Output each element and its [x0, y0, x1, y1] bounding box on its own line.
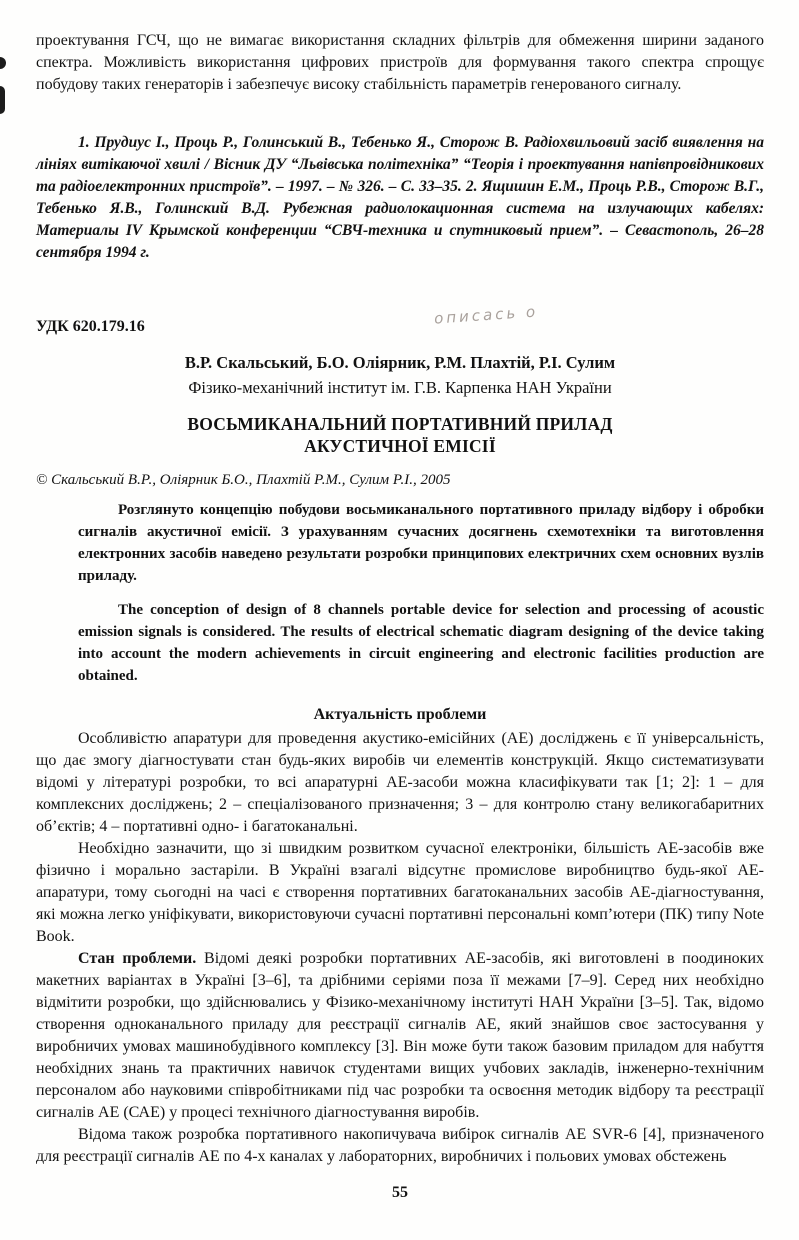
article-title [36, 413, 764, 457]
abstract-ukrainian: Розглянуто концепцію побудови восьмиканального портативного приладу відбору і обробки сигналів акустичної емісії. З урахуванням сучасних досягнень схемотехніки та виготовлення електронних засобів наведено результати розробки принципових електричних схем основних вузлів приладу. [78, 502, 764, 584]
scan-artifact [0, 57, 6, 69]
page-number: 55 [392, 1184, 408, 1201]
paragraph-3 [36, 948, 764, 1124]
paragraph-2: Необхідно зазначити, що зі швидким розвитком сучасної електроніки, більшість АЕ-засобів вже фізично і морально застаріли. В Україні взагалі відсутнє промислове виробництво будь-якої АЕ-апаратури, тому сьогодні на часі є створення портативних багатоканальних засобів АЕ-діагностування, які можна легко уніфікувати, використовуючи сучасні портативні персональні комп’ютери (ПК) типу Note Book. [36, 840, 764, 945]
authors-line: В.Р. Скальський, Б.О. Оліярник, Р.М. Плахтій, Р.І. Сулим [184, 353, 616, 372]
article-title-line1: ВОСЬМИКАНАЛЬНИЙ ПОРТАТИВНИЙ ПРИЛАД [187, 414, 613, 434]
abstract-english: The conception of design of 8 channels portable device for selection and processing of acoustic emission signals is considered. The results of electrical schematic diagram designing of the device taking into account the modern achievements in circuit engineering and electronic facilities production are obtained. [78, 602, 764, 684]
handwritten-annotation: опиcась о [433, 302, 539, 328]
section-heading: Актуальність проблеми [313, 706, 487, 723]
carryover-paragraph: проектування ГСЧ, що не вимагає використання складних фільтрів для обмеження ширини заданого спектра. Можливість використання цифрових пристроїв для формування такого спектра спрощує побудову таких генераторів і забезпечує високу стабільність параметрів генерованого сигналу. [36, 32, 764, 93]
paragraph-1: Особливістю апаратури для проведення акустико-емісійних (АЕ) досліджень є її універсальність, що дає змогу діагностувати стан будь-яких виробів чи елементів конструкцій. Якщо систематизувати відомі у літературі розробки, то всі апаратурні АЕ-засоби можна класифікувати так [1; 2]: 1 – для комплексних досліджень; 2 – спеціалізованого призначення; 3 – для контролю стану великогабаритних об’єктів; 4 – портативні одно- і багатоканальні. [36, 730, 764, 835]
copyright-line: © Скальський В.Р., Оліярник Б.О., Плахтій Р.М., Сулим Р.І., 2005 [36, 472, 451, 488]
scan-artifact [0, 86, 5, 114]
article-title-line2: АКУСТИЧНОЇ ЕМІСІЇ [304, 436, 496, 456]
affiliation-line: Фізико-механічний інститут ім. Г.В. Карпенка НАН України [188, 378, 612, 397]
paragraph-3-text: Відомі деякі розробки портативних АЕ-засобів, які виготовлені в поодиноких макетних варіантах в Україні [3–6], та дрібними серіями поза її межами [7–9]. Серед них необхідно відмітити розробки, що здійснювались у Фізико-механічному інституті НАН України [3–5]. Так, відомо створення одноканального приладу для реєстрації сигналів АЕ, який знайшов своє застосування у виробничих умовах машинобудівного комплексу [3]. Він може бути також базовим приладом для набуття необхідних знань та практичних навичок студентами вищих учбових закладів, інженерно-технічним персоналом або науковими співробітниками під час розробки та освоєння методик відбору та реєстрації сигналів АЕ (САЕ) у процесі технічного діагностування виробів. [36, 950, 765, 1121]
udc-row [36, 302, 764, 340]
udc-code: УДК 620.179.16 [36, 318, 145, 335]
paragraph-4: Відома також розробка портативного накопичувача вибірок сигналів АЕ SVR-6 [4], призначеного для реєстрації сигналів АЕ по 4-х каналах у лабораторних, виробничих і польових умовах обстежень [36, 1126, 764, 1165]
references-block: 1. Прудиус І., Проць Р., Голинський В., Тебенько Я., Сторож В. Радіохвильовий засіб виявлення на лініях витікаючої хвилі / Вісник ДУ “Львівська політехніка” “Теорія і проектування напівпровідникових та радіоелектронних пристроїв”. – 1997. – № 326. – С. 33–35. 2. Ящишин Е.М., Проць Р.В., Сторож В.Г., Тебенько Я.В., Голинский В.Д. Рубежная радиолокационная система на излучающих кабелях: Материалы IV Крымской конференции “СВЧ-техника и спутниковый прием”. – Севастополь, 26–28 сентября 1994 г. [36, 134, 764, 261]
paragraph-3-lead: Стан проблеми. [78, 950, 197, 967]
